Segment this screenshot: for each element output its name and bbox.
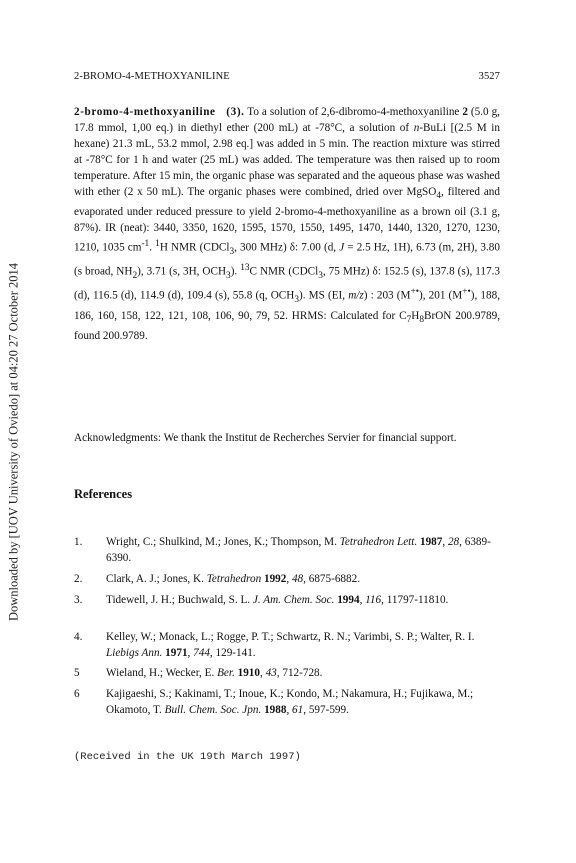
running-header <box>74 71 500 82</box>
running-title: 2-BROMO-4-METHOXYANILINE <box>74 71 230 82</box>
experimental-paragraph: 2-bromo-4-methoxyaniline (3). To a solution of 2,6-dibromo-4-methoxyaniline 2 (5.0 g, 17.8 mmol, 1,00 eq.) in diethyl ether (200 mL) at -78°C, a solution of n-BuLi [(2.5 M in hexane) 21.3 mL, 53.2 mmol, 2.98 eq.] was added in 5 min. The reaction mixture was stirred at -78°C for 1 h and water (25 mL) was added. The temperature was then raised up to room temperature. After 15 min, the organic phase was separated and the aqueous phase was washed with ether (2 x 50 mL). The organic phases were combined, dried over MgSO$_4$, filtered and evaporated under reduced pressure to yield 2-bromo-4-methoxyaniline as a brown oil (3.1 g, 87%). IR (neat): 3440, 3350, 1620, 1595, 1570, 1550, 1495, 1470, 1440, 1320, 1270, 1230, 1210, 1035 $cm^{-1}$. $^1$H NMR (CDCl$_3$, 300 MHz) δ: 7.00 (d, J = 2.5 Hz, 1H), 6.73 (m, 2H), 3.80 (s broad, $NH_2$), 3.71 (s, 3H, $OCH_3$). $^{13}$C NMR (CDCl$_3$, 75 MHz) δ: 152.5 (s), 137.8 (s), 117.3 (d), 116.5 (d), 114.9 (d), 109.4 (s), 55.8 (q, $OCH_3$). MS (EI, m/z) : 203 (M+•), 201 (M+•), 188, 186, 160, 158, 122, 121, 108, 106, 90, 79, 52. HRMS: Calculated for $C_7H_8BrON$ 200.9789, found 200.9789. <box>74 106 501 343</box>
download-watermark <box>4 242 24 642</box>
reference-item: 3. Tidewell, J. H.; Buchwald, S. L. J. Am. Chem. Soc. 1994, 116, 11797-11810. <box>74 594 449 606</box>
page-number: 3527 <box>478 71 500 82</box>
reference-item: 4. Kelley, W.; Monack, L.; Rogge, P. T.; Schwartz, R. N.; Varimbi, S. P.; Walter, R. I. Liebigs Ann. 1971, 744, 129-141. <box>74 631 475 659</box>
reference-item: 2. Clark, A. J.; Jones, K. Tetrahedron 1992, 48, 6875-6882. <box>74 573 361 585</box>
received-date: (Received in the UK 19th March 1997) <box>74 751 301 763</box>
reference-item: 5 Wieland, H.; Wecker, E. Ber. 1910, 43, 712-728. <box>74 667 323 679</box>
acknowledgments: Acknowledgments: We thank the Institut de Recherches Servier for financial support. <box>74 432 457 444</box>
compound-title: 2-bromo-4-methoxyaniline (3). <box>74 106 245 118</box>
reference-item: 1. Wright, C.; Shulkind, M.; Jones, K.; Thompson, M. Tetrahedron Lett. 1987, 28, 6389-6390. <box>74 536 491 564</box>
download-note: Downloaded by [UOV University of Oviedo] at 04:20 27 October 2014 <box>6 262 21 622</box>
references-heading: References <box>74 487 133 501</box>
reference-item: 6 Kajigaeshi, S.; Kakinami, T.; Inoue, K.; Kondo, M.; Nakamura, H.; Fujikawa, M.; Okamoto, T. Bull. Chem. Soc. Jpn. 1988, 61, 597-599. <box>74 688 474 716</box>
